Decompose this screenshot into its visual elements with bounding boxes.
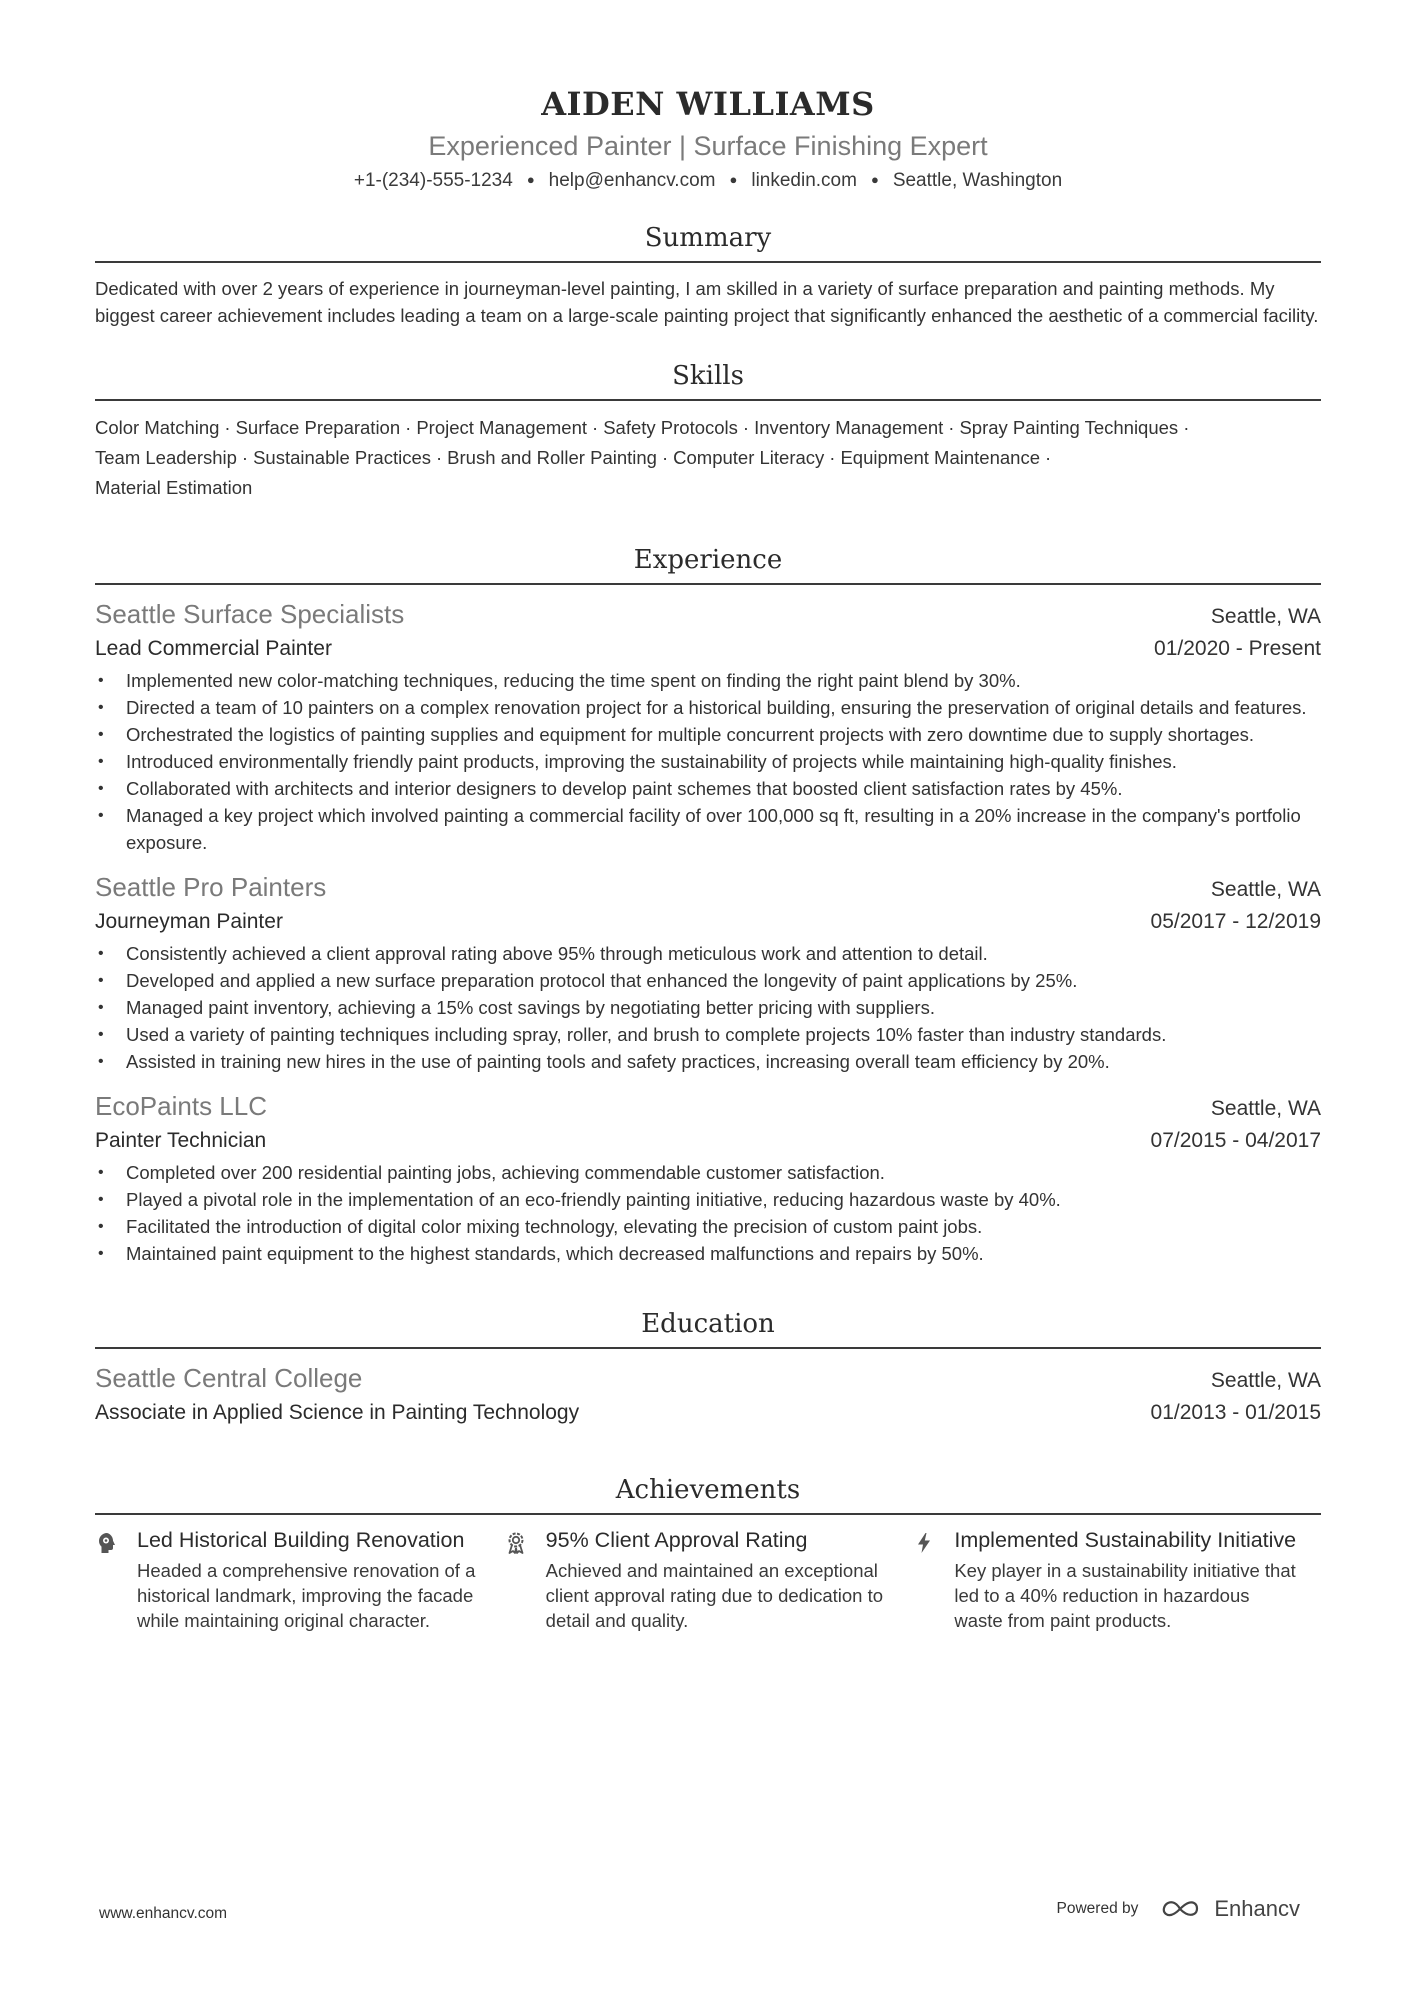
- achievement-title: Led Historical Building Renovation: [137, 1528, 465, 1552]
- company-name: EcoPaints LLC: [95, 1091, 267, 1121]
- footer-website[interactable]: www.enhancv.com: [99, 1905, 228, 1922]
- skill-separator: ·: [742, 417, 750, 438]
- skill-item: Inventory Management: [754, 417, 944, 438]
- skill-separator: ·: [948, 417, 955, 438]
- enhancv-logo[interactable]: [1160, 1896, 1300, 1922]
- job-bullet: • Completed over 200 residential painting jobs, achieving commendable customer satisfaction.: [95, 1159, 1321, 1186]
- skill-item: Color Matching: [95, 417, 220, 438]
- job-role: Journeyman Painter: [95, 910, 283, 933]
- job-bullet: • Implemented new color-matching techniques, reducing the time spent on finding the right paint blend by 30%.: [95, 667, 1321, 694]
- skill-separator: ·: [224, 417, 231, 438]
- job-bullet: • Orchestrated the logistics of painting supplies and equipment for multiple concurrent projects with zero downtime due to supply shortages.: [95, 721, 1321, 748]
- powered-by-label: Powered by: [1056, 1900, 1139, 1917]
- job-role-row: [95, 633, 1321, 665]
- achievement-title: Implemented Sustainability Initiative: [954, 1528, 1297, 1552]
- skill-item: Brush and Roller Painting: [447, 447, 657, 468]
- skill-separator: ·: [405, 417, 412, 438]
- resume-page: [95, 82, 1321, 1633]
- job-dates: 01/2020 - Present: [1154, 637, 1321, 660]
- job-role-row: [95, 1125, 1321, 1157]
- skill-item: Spray Painting Techniques: [959, 417, 1179, 438]
- skill-item: Project Management: [416, 417, 588, 438]
- education-row-1: [95, 1361, 1321, 1397]
- school-name: Seattle Central College: [95, 1363, 363, 1393]
- job-location: Seattle, WA: [1210, 1097, 1321, 1120]
- job-bullet: • Assisted in training new hires in the use of painting tools and safety practices, increasing overall team efficiency by 20%.: [95, 1048, 1321, 1075]
- achievements-section: [95, 1473, 1321, 1633]
- skill-item: Computer Literacy: [673, 447, 825, 468]
- school-location: Seattle, WA: [1210, 1369, 1321, 1392]
- lightning-bolt-icon: [912, 1527, 954, 1633]
- job-bullet: • Maintained paint equipment to the highest standards, which decreased malfunctions and repairs by 50%.: [95, 1240, 1321, 1267]
- linkedin-link[interactable]: linkedin.com: [751, 170, 857, 191]
- job-entry: [95, 597, 1321, 856]
- company-name: Seattle Surface Specialists: [95, 599, 405, 629]
- section-heading-summary: Summary: [95, 221, 1321, 263]
- enhancv-logo-icon: [1160, 1898, 1206, 1920]
- brand-name: Enhancv: [1214, 1896, 1300, 1921]
- education-row-2: [95, 1397, 1321, 1429]
- achievement-item: [504, 1527, 913, 1633]
- job-bullet: • Facilitated the introduction of digital color mixing technology, elevating the precision of custom paint jobs.: [95, 1213, 1321, 1240]
- achievements-grid: [95, 1527, 1321, 1633]
- job-bullet: • Used a variety of painting techniques including spray, roller, and brush to complete projects 10% faster than industry standards.: [95, 1021, 1321, 1048]
- job-location: Seattle, WA: [1210, 605, 1321, 628]
- separator-dot: ●: [870, 172, 879, 187]
- job-bullet: • Managed a key project which involved painting a commercial facility of over 100,000 sq ft, resulting in a 20% increase in the company's portfolio exposure.: [95, 802, 1321, 856]
- job-bullets: [95, 667, 1321, 856]
- skill-separator: ·: [829, 447, 836, 468]
- skill-separator: ·: [1183, 417, 1190, 438]
- education-dates: 01/2013 - 01/2015: [1150, 1401, 1321, 1424]
- job-dates: 07/2015 - 04/2017: [1150, 1129, 1321, 1152]
- skill-separator: ·: [1045, 447, 1052, 468]
- separator-dot: ●: [526, 172, 535, 187]
- skill-item: Team Leadership: [95, 447, 237, 468]
- job-entry: [95, 870, 1321, 1075]
- candidate-name: AIDEN WILLIAMS: [541, 85, 875, 123]
- contact-line: [95, 166, 1321, 195]
- skill-item: Material Estimation: [95, 477, 253, 498]
- job-role: Lead Commercial Painter: [95, 637, 332, 660]
- separator-dot: ●: [729, 172, 738, 187]
- job-bullet: • Introduced environmentally friendly paint products, improving the sustainability of projects while maintaining high-quality finishes.: [95, 748, 1321, 775]
- company-name: Seattle Pro Painters: [95, 872, 327, 902]
- section-heading-experience: Experience: [95, 543, 1321, 585]
- achievement-description: Headed a comprehensive renovation of a historical landmark, improving the facade while maintaining original character.: [137, 1560, 476, 1631]
- job-location: Seattle, WA: [1210, 878, 1321, 901]
- skills-section: [95, 359, 1321, 503]
- achievement-body: [546, 1527, 913, 1633]
- skill-item: Equipment Maintenance: [840, 447, 1040, 468]
- job-role: Painter Technician: [95, 1129, 267, 1152]
- achievement-item: [95, 1527, 504, 1633]
- job-dates: 05/2017 - 12/2019: [1150, 910, 1321, 933]
- job-header-row: [95, 597, 1321, 633]
- section-heading-achievements: Achievements: [95, 1473, 1321, 1515]
- jobs-list: [95, 597, 1321, 1267]
- achievement-description: Achieved and maintained an exceptional client approval rating due to dedication to detail and quality.: [545, 1560, 884, 1631]
- location: Seattle, Washington: [892, 170, 1063, 191]
- job-bullets: [95, 940, 1321, 1075]
- job-bullet: • Directed a team of 10 painters on a complex renovation project for a historical building, ensuring the preservation of original details and features.: [95, 694, 1321, 721]
- job-bullet: • Consistently achieved a client approval rating above 95% through meticulous work and attention to detail.: [95, 940, 1321, 967]
- job-bullet: • Played a pivotal role in the implementation of an eco-friendly painting initiative, reducing hazardous waste by 40%.: [95, 1186, 1321, 1213]
- award-badge-icon: [504, 1527, 546, 1633]
- section-heading-skills: Skills: [95, 359, 1321, 401]
- job-header-row: [95, 870, 1321, 906]
- job-bullets: [95, 1159, 1321, 1267]
- job-header-row: [95, 1089, 1321, 1125]
- job-entry: [95, 1089, 1321, 1267]
- candidate-title: Experienced Painter | Surface Finishing Expert: [428, 131, 988, 161]
- experience-section: [95, 543, 1321, 1267]
- achievement-body: [954, 1527, 1321, 1633]
- skill-separator: ·: [436, 447, 443, 468]
- job-role-row: [95, 906, 1321, 938]
- skill-item: Safety Protocols: [603, 417, 738, 438]
- summary-text: Dedicated with over 2 years of experience in journeyman-level painting, I am skilled in a variety of surface preparation and painting methods. My biggest career achievement includes leading a team on a large-scale painting project that significantly enhanced the aesthetic of a commercial facility.: [95, 278, 1319, 326]
- head-gears-icon: [95, 1527, 137, 1633]
- job-bullet: • Managed paint inventory, achieving a 15% cost savings by negotiating better pricing with suppliers.: [95, 994, 1321, 1021]
- job-bullet: • Collaborated with architects and interior designers to develop paint schemes that boosted client satisfaction rates by 45%.: [95, 775, 1321, 802]
- skill-separator: ·: [241, 447, 249, 468]
- skill-item: Surface Preparation: [235, 417, 401, 438]
- skills-list: [95, 413, 1321, 503]
- email-address[interactable]: help@enhancv.com: [548, 170, 716, 191]
- summary-section: [95, 221, 1321, 329]
- skill-separator: ·: [661, 447, 669, 468]
- achievement-item: [912, 1527, 1321, 1633]
- education-section: [95, 1307, 1321, 1429]
- resume-header: [95, 82, 1321, 195]
- achievement-title: 95% Client Approval Rating: [545, 1528, 808, 1552]
- footer-branding: [1057, 1896, 1300, 1922]
- skill-separator: ·: [592, 417, 599, 438]
- degree: Associate in Applied Science in Painting Technology: [95, 1401, 580, 1424]
- achievement-description: Key player in a sustainability initiative that led to a 40% reduction in hazardous waste from paint products.: [954, 1560, 1296, 1631]
- phone-number: +1-(234)-555-1234: [353, 170, 513, 191]
- achievement-body: [137, 1527, 504, 1633]
- job-bullet: • Developed and applied a new surface preparation protocol that enhanced the longevity of paint applications by 25%.: [95, 967, 1321, 994]
- skill-item: Sustainable Practices: [253, 447, 431, 468]
- section-heading-education: Education: [95, 1307, 1321, 1349]
